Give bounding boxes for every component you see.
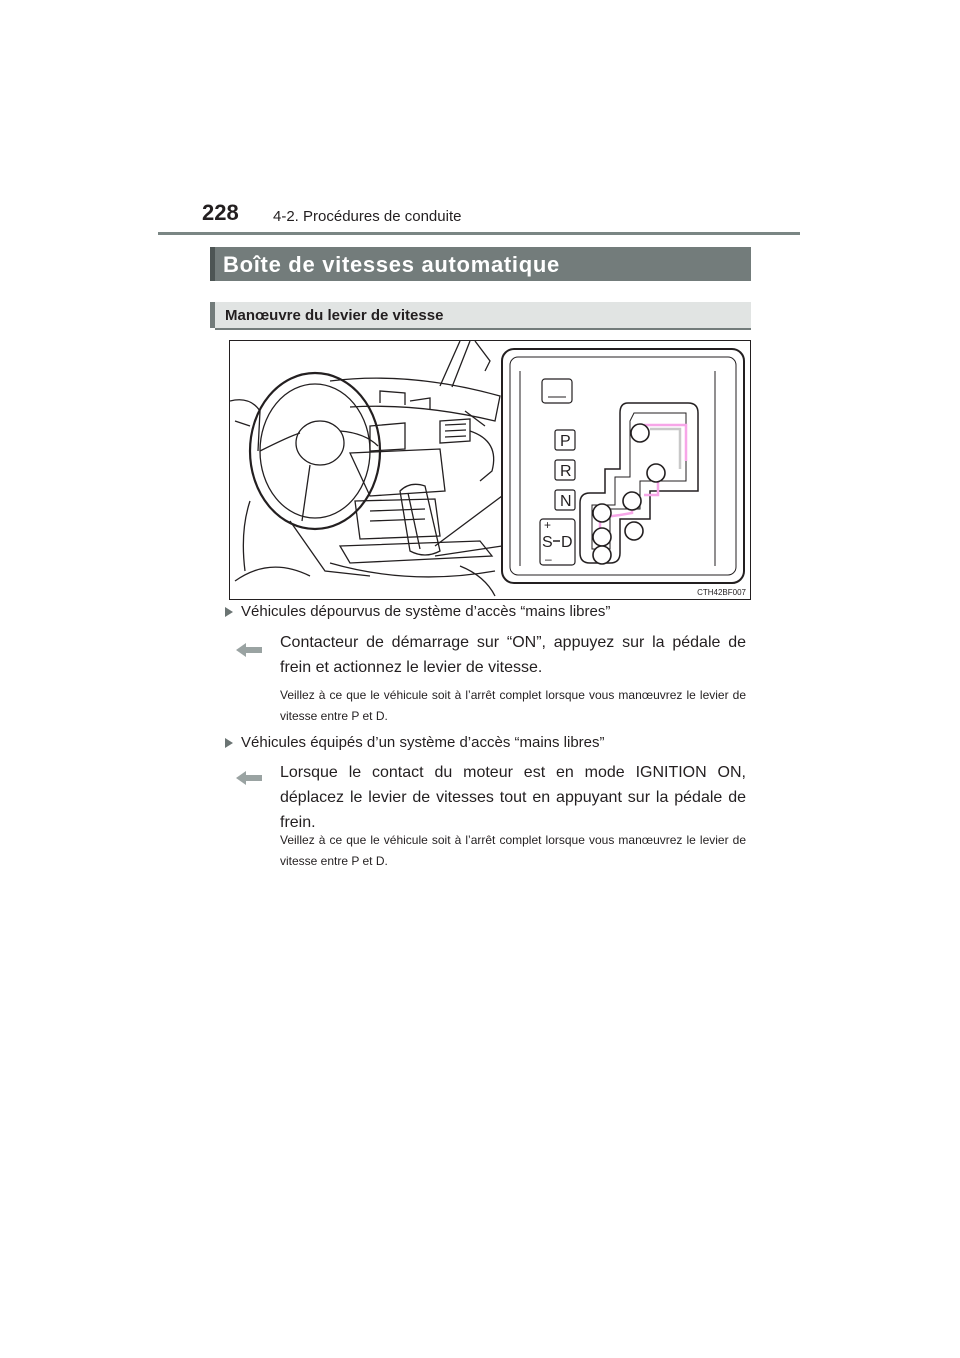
step-arrow-icon [236,770,262,786]
section-title: Boîte de vitesses automatique [223,252,560,277]
subsection-title: Manœuvre du levier de vitesse [225,307,444,324]
chapter-heading: 4-2. Procédures de conduite [273,208,462,225]
bullet-with-smart-key [225,734,605,751]
shift-label-p: P [560,433,571,450]
subsection-title-bar [210,302,751,328]
shift-label-plus: + [544,518,552,532]
bullet-triangle-icon [225,738,233,748]
step-note: Veillez à ce que le véhicule soit à l’arrêt complet lorsque vous manœuvrez le levier de vitesse entre P et D. [280,833,746,868]
shift-label-n: N [560,493,572,510]
step-arrow-icon [236,642,262,658]
step-note: Veillez à ce que le véhicule soit à l’arrêt complet lorsque vous manœuvrez le levier de vitesse entre P et D. [280,688,746,723]
shift-label-d: D [561,534,573,551]
bullet-text: Véhicules dépourvus de système d’accès “mains libres” [241,603,611,620]
bullet-text: Véhicules équipés d’un système d’accès “mains libres” [241,734,605,751]
shift-label-r: R [560,463,572,480]
dashboard-drawing [230,341,750,599]
shift-label-s: S [542,534,553,551]
page-number: 228 [202,200,239,225]
step-instruction: Contacteur de démarrage sur “ON”, appuyez sur la pédale de frein et actionnez le levier de vitesse. [280,634,746,676]
figure-code: CTH42BF007 [697,588,746,597]
shift-lever-illustration [229,340,751,600]
header-rule [158,232,800,235]
bullet-without-smart-key [225,603,610,620]
section-title-bar [210,247,751,281]
shift-label-minus: – [545,552,552,566]
step-instruction: Lorsque le contact du moteur est en mode IGNITION ON, déplacez le levier de vitesses tout en appuyant sur la pédale de frein. [280,764,746,831]
bullet-triangle-icon [225,607,233,617]
